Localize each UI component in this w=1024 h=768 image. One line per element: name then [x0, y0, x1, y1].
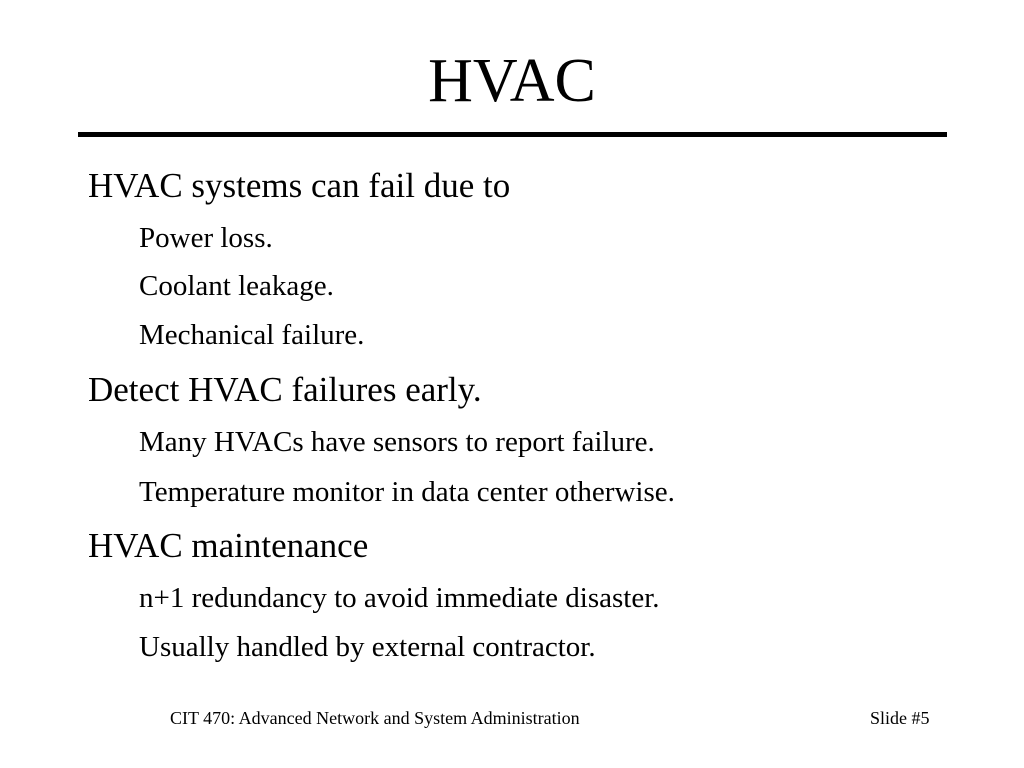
- sub-bullet-mechanical-failure: Mechanical failure.: [139, 319, 365, 351]
- sub-bullet-coolant-leakage: Coolant leakage.: [139, 270, 334, 302]
- footer-course-title: CIT 470: Advanced Network and System Administration: [170, 708, 580, 728]
- sub-bullet-redundancy: n+1 redundancy to avoid immediate disaster.: [139, 582, 660, 614]
- bullet-hvac-maintenance: HVAC maintenance: [88, 526, 369, 565]
- footer-slide-number: Slide #5: [870, 708, 930, 728]
- bullet-detect-failures: Detect HVAC failures early.: [88, 370, 482, 409]
- sub-bullet-temperature-monitor: Temperature monitor in data center otherwise.: [139, 476, 675, 508]
- title-divider: [78, 132, 947, 137]
- slide-title: HVAC: [428, 47, 596, 115]
- bullet-hvac-failure-causes: HVAC systems can fail due to: [88, 166, 511, 205]
- sub-bullet-external-contractor: Usually handled by external contractor.: [139, 631, 596, 663]
- sub-bullet-sensors: Many HVACs have sensors to report failure.: [139, 426, 655, 458]
- sub-bullet-power-loss: Power loss.: [139, 222, 273, 254]
